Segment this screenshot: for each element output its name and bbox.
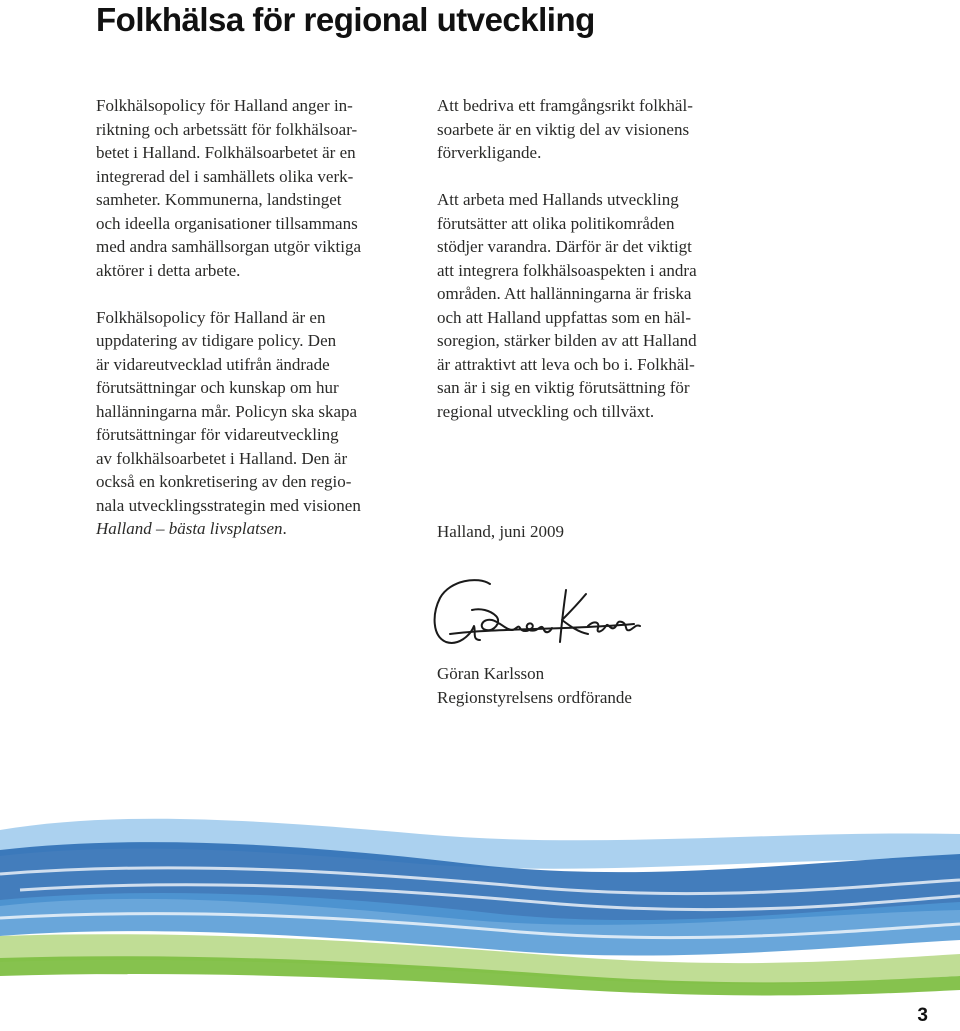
- policy-paragraph-text: Folkhälsopolicy för Halland är en uppdatering av tidigare policy. Den är vidareutvecklad utifrån ändrade förutsättningar och kunskap om hur hallänningarna mår. Policyn ska skapa förutsättningar för vidareutveckling av folkhälsoarbetet i Halland. Den är också en konkretisering av den regio- nala utvecklingsstrategin med visionen: [96, 307, 361, 515]
- intro-paragraph: Folkhälsopolicy för Halland anger in- riktning och arbetssätt för folkhälsoar- betet i Halland. Folkhälsoarbetet är en integrerad del i samhällets olika verk- samheter. Kommunerna, landstinget och ideella organisationer tillsammans med andra samhällsorgan utgör viktiga aktörer i detta arbete.: [96, 96, 362, 280]
- signer-title: Regionstyrelsens ordförande: [437, 687, 632, 707]
- signer-name: Göran Karlsson: [437, 664, 545, 683]
- right-column: [437, 94, 757, 447]
- left-column: [96, 94, 406, 564]
- vision-period: .: [282, 519, 287, 538]
- brush-wave-decoration: [0, 790, 960, 1000]
- place-date: Halland, juni 2009: [437, 522, 565, 541]
- page-title: Folkhälsa för regional utveckling: [96, 1, 595, 38]
- signature: [428, 570, 643, 652]
- signature-block: [437, 662, 632, 709]
- signature-stroke-underline: [450, 624, 634, 634]
- development-paragraph: Att arbeta med Hallands utveckling förutsätter att olika politikområden stödjer varandra. Därför är det viktigt att integrera folkhälsoaspekten i andra områden. Att hallänningarna är friska och att Halland uppfattas som en häl- soregion, stärker bilden av att Halland är attraktivt att leva och bo i. Folkhäl- san är i sig en viktig förutsättning för regional utveckling och tillväxt.: [437, 190, 697, 421]
- policy-paragraph: [96, 306, 406, 541]
- page-number: 3: [917, 1005, 928, 1026]
- vision-name: Halland – bästa livsplatsen: [96, 519, 283, 538]
- signature-stroke-k: [560, 590, 588, 642]
- vision-paragraph: Att bedriva ett framgångsrikt folkhäl- soarbete är en viktig del av visionens förverkligande.: [437, 96, 693, 162]
